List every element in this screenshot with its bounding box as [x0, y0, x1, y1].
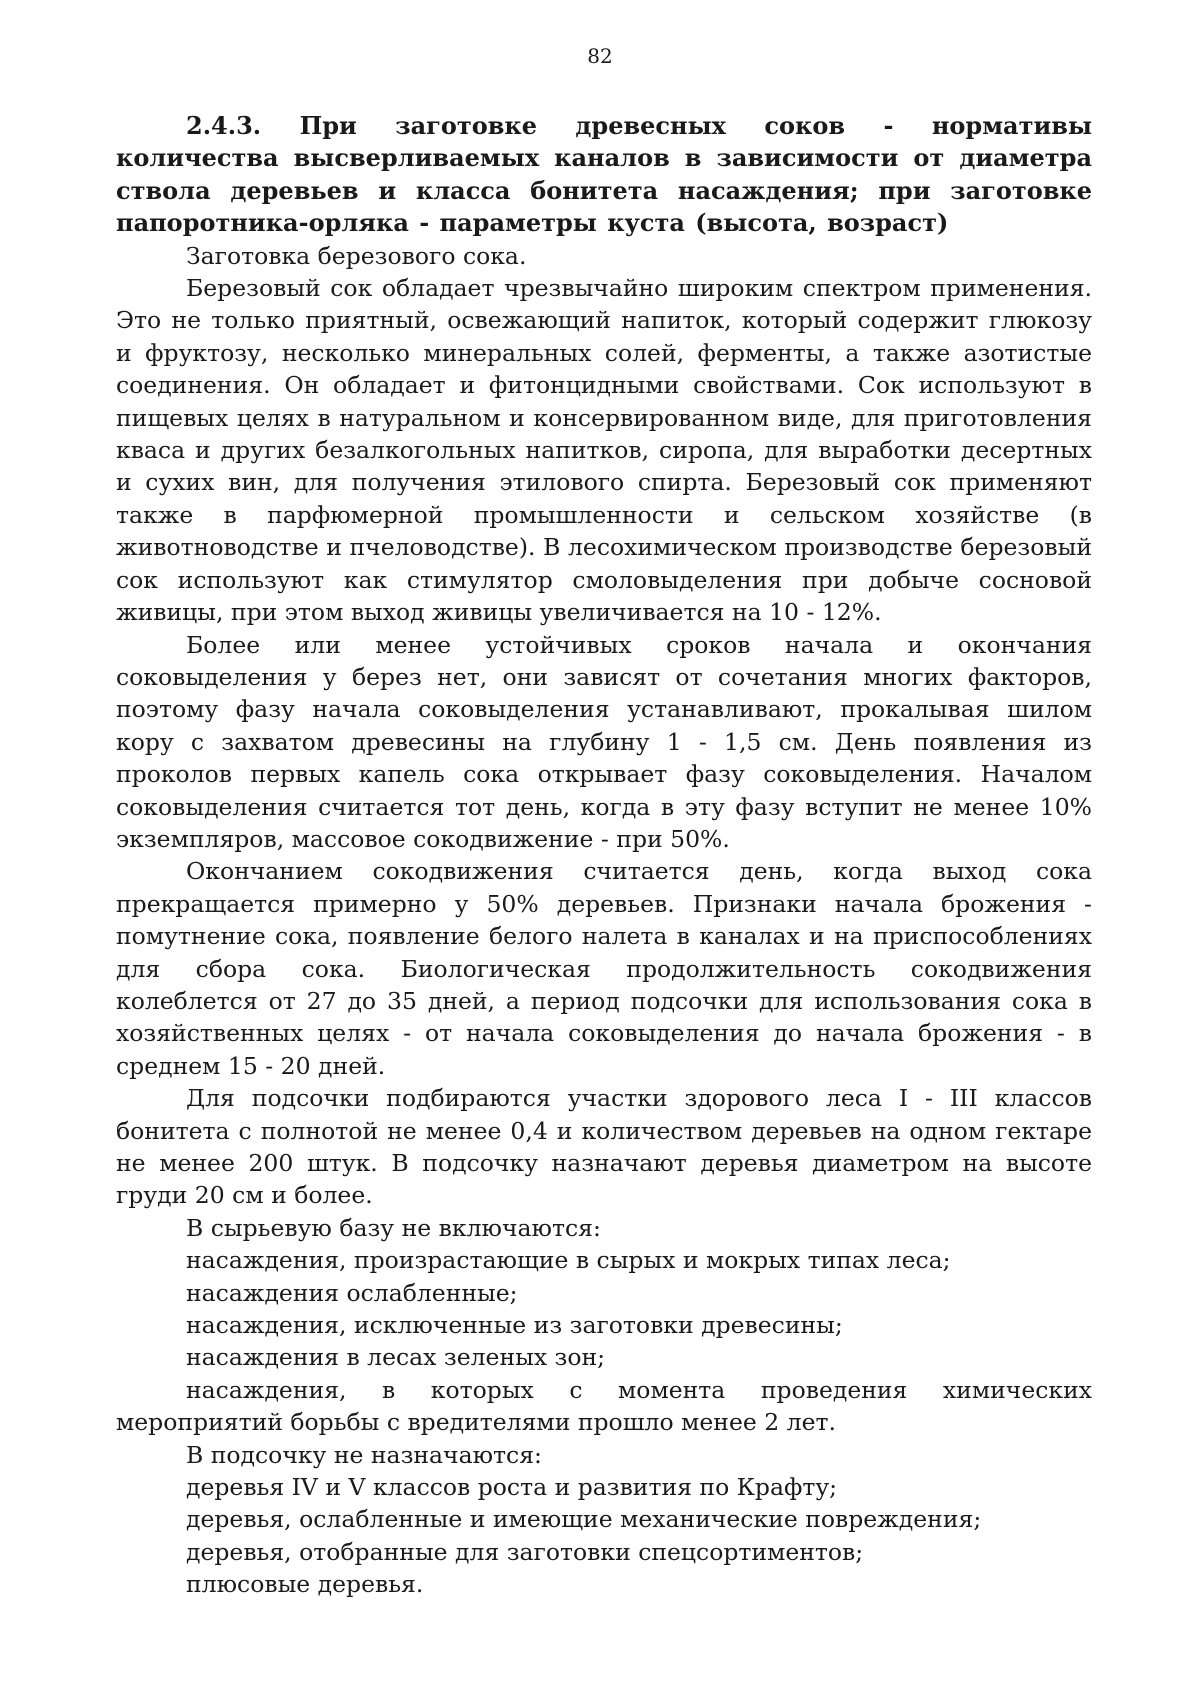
paragraph: Более или менее устойчивых сроков начала и окончания соковыделения у берез нет, они зависят от сочетания многих факторов, поэтому фазу начала соковыделения устанавливают, прокалывая шилом кору с захватом древесины на глубину 1 - 1,5 см. День появления из проколов первых капель сока открывает фазу соковыделения. Началом соковыделения считается тот день, когда в эту фазу вступит не менее 10% экземпляров, массовое сокодвижение - при 50%.	[116, 630, 1092, 853]
paragraph: Для подсочки подбираются участки здорового леса I - III классов бонитета с полнотой не менее 0,4 и количеством деревьев на одном гектаре не менее 200 штук. В подсочку назначают деревья диаметром на высоте груди 20 см и более.	[116, 1084, 1092, 1210]
paragraph: Березовый сок обладает чрезвычайно широким спектром применения. Это не только приятный, освежающий напиток, который содержит глюкозу и фруктозу, несколько минеральных солей, ферменты, а также азотистые соединения. Он обладает и фитонцидными свойствами. Сок используют в пищевых целях в натуральном и консервированном виде, для приготовления кваса и других безалкогольных напитков, сиропа, для выработки десертных и сухих вин, для получения этилового спирта. Березовый сок применяют также в парфюмерной промышленности и сельском хозяйстве (в животноводстве и пчеловодстве). В лесохимическом производстве березовый сок используют как стимулятор смоловыделения при добыче сосновой живицы, при этом выход живицы увеличивается на 10 - 12%.	[116, 274, 1092, 627]
not-assigned-list-item: деревья, отобранные для заготовки спецсортиментов;	[186, 1537, 864, 1566]
excluded-list-item: насаждения, исключенные из заготовки древесины;	[186, 1311, 843, 1340]
excluded-list-item: насаждения, произрастающие в сырых и мокрых типах леса;	[186, 1246, 951, 1275]
document-body	[116, 110, 1092, 1601]
excluded-list-item: насаждения ослабленные;	[186, 1278, 518, 1307]
section-heading: 2.4.3. При заготовке древесных соков - нормативы количества высверливаемых каналов в зависимости от диаметра ствола деревьев и класса бонитета насаждения; при заготовке папоротника-орляка - параметры куста (высота, возраст)	[116, 111, 1092, 238]
excluded-list-item: насаждения, в которых с момента проведения химических мероприятий борьбы с вредителями прошло менее 2 лет.	[116, 1375, 1092, 1437]
not-assigned-list-item: плюсовые деревья.	[186, 1570, 424, 1599]
excluded-list-item: насаждения в лесах зеленых зон;	[186, 1343, 606, 1372]
not-assigned-list-item: деревья IV и V классов роста и развития по Крафту;	[186, 1473, 838, 1502]
not-assigned-list-intro: В подсочку не назначаются:	[186, 1440, 542, 1469]
paragraph: Окончанием сокодвижения считается день, когда выход сока прекращается примерно у 50% деревьев. Признаки начала брожения - помутнение сока, появление белого налета в каналах и на приспособлениях для сбора сока. Биологическая продолжительность сокодвижения колеблется от 27 до 35 дней, а период подсочки для использования сока в хозяйственных целях - от начала соковыделения до начала брожения - в среднем 15 - 20 дней.	[116, 857, 1092, 1080]
excluded-list-intro: В сырьевую базу не включаются:	[186, 1213, 601, 1242]
paragraph: Заготовка березового сока.	[186, 241, 527, 270]
not-assigned-list-item: деревья, ослабленные и имеющие механические повреждения;	[186, 1505, 982, 1534]
page-number: 82	[587, 44, 613, 68]
